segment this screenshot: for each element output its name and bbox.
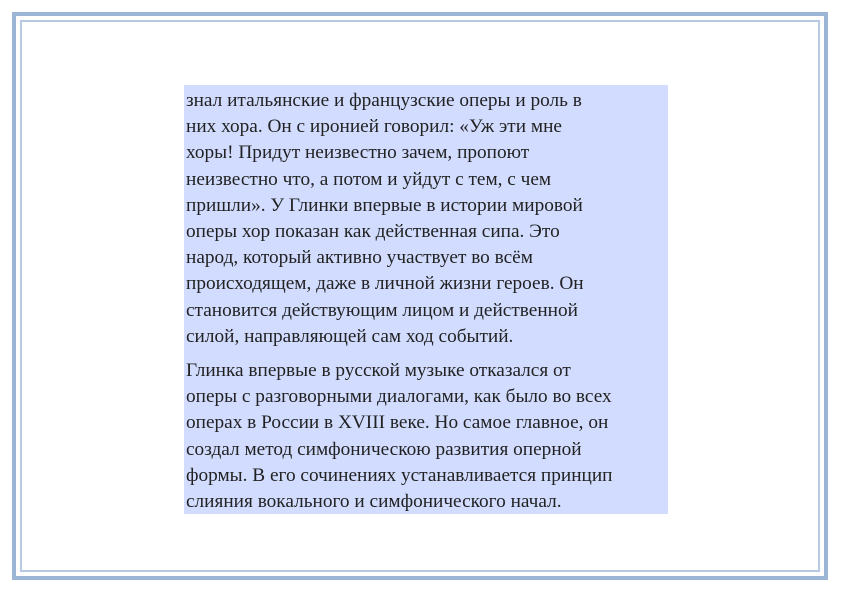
text-line: оперы с разговорными диалогами, как было во всех: [186, 386, 612, 408]
text-line: формы. В его сочинениях устанавливается принцип: [186, 464, 613, 486]
text-line: Глинка впервые в русской музыке отказался от: [186, 360, 571, 382]
highlighted-text-block: [184, 85, 668, 514]
text-line: операх в России в XVIII веке. Но самое главное, он: [186, 412, 609, 434]
text-line: народ, который активно участвует во всём: [186, 247, 533, 269]
text-line: силой, направляющей сам ход событий.: [186, 325, 514, 347]
text-line: создал метод симфоническою развития оперной: [186, 438, 582, 460]
text-line: них хора. Он с иронией говорил: «Уж эти мне: [186, 116, 562, 138]
text-line: становится действующим лицом и действенной: [186, 299, 578, 321]
text-line: хоры! Придут неизвестно зачем, пропоют: [186, 142, 530, 164]
text-line: знал итальянские и французские оперы и роль в: [186, 90, 582, 111]
paragraph-2: [186, 358, 666, 515]
text-line: слияния вокального и симфонического начал.: [186, 491, 562, 513]
text-line: пришли». У Глинки впервые в истории мировой: [186, 194, 583, 216]
text-line: оперы хор показан как действенная сипа. Это: [186, 221, 560, 243]
paragraph-1: [186, 88, 666, 350]
text-line: происходящем, даже в личной жизни героев. Он: [186, 273, 584, 295]
text-line: неизвестно что, а потом и уйдут с тем, с чем: [186, 168, 552, 190]
